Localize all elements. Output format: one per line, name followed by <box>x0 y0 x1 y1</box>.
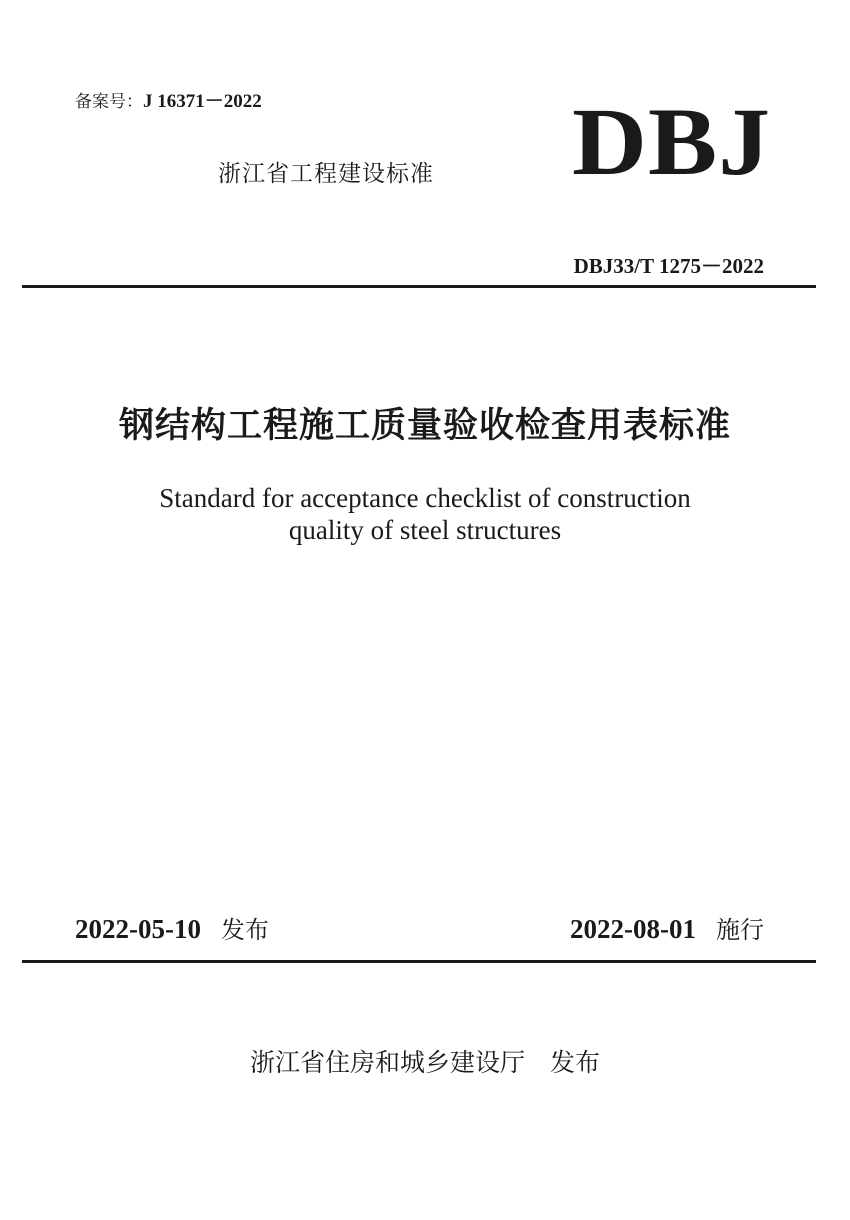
filing-number <box>75 86 262 113</box>
title-english <box>0 482 850 546</box>
implementation-word: 施行 <box>716 916 764 944</box>
standard-code: DBJ33/T 1275－2022 <box>573 254 764 278</box>
implementation-date-value: 2022-08-01 <box>570 914 696 944</box>
issue-date <box>75 910 269 945</box>
publisher: 浙江省住房和城乡建设厅 发布 <box>249 1048 600 1077</box>
standard-category: 浙江省工程建设标准 <box>218 161 434 187</box>
implementation-date <box>570 910 764 945</box>
issue-date-value: 2022-05-10 <box>75 914 201 944</box>
top-divider <box>22 285 816 288</box>
title-chinese: 钢结构工程施工质量验收检查用表标准 <box>118 405 731 446</box>
issue-word: 发布 <box>220 916 269 944</box>
filing-number-value: J 16371－2022 <box>143 91 262 112</box>
bottom-divider <box>22 960 816 963</box>
title-english-line-2: quality of steel structures <box>288 515 562 545</box>
filing-label: 备案号： <box>75 92 143 112</box>
title-english-line-1: Standard for acceptance checklist of construction <box>159 483 691 513</box>
dbj-logo: DBJ <box>572 88 772 195</box>
